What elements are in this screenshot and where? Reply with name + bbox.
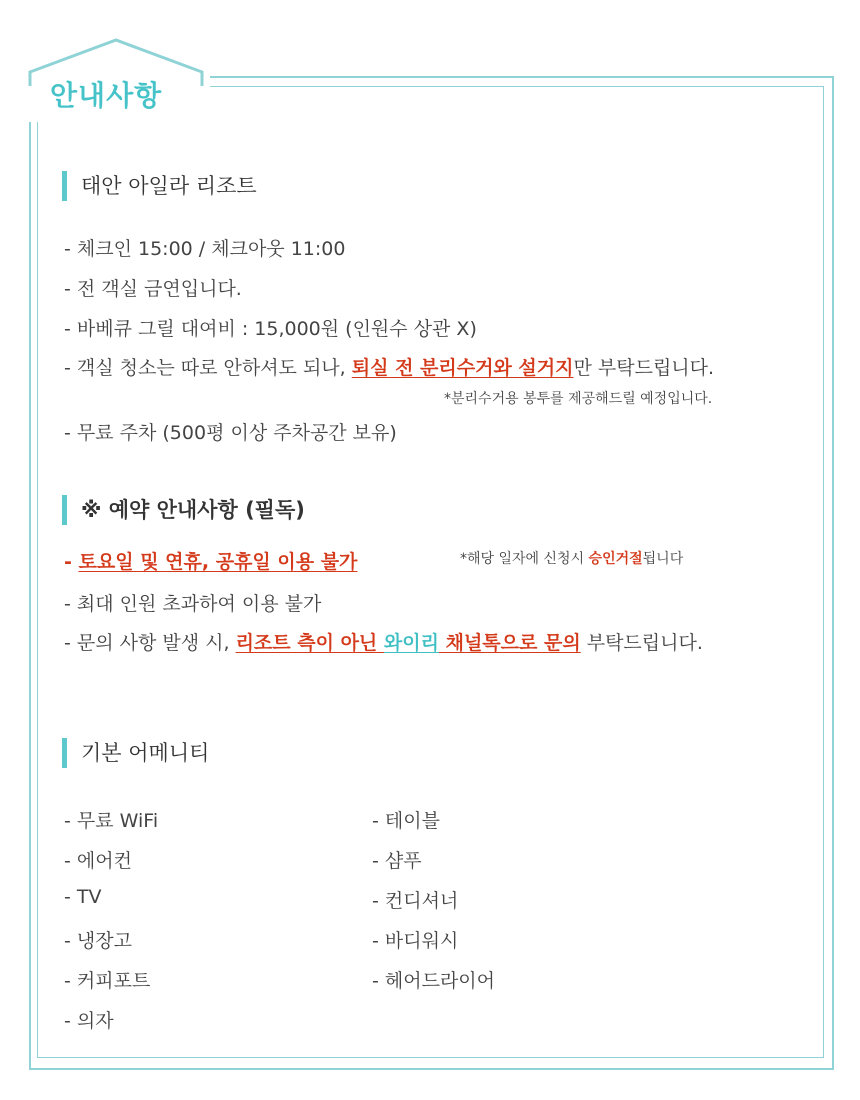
section-title-resort: 태안 아일라 리조트 (62, 171, 257, 201)
cleaning-text-b: 만 부탁드립니다. (573, 357, 715, 379)
amenity-item: - 테이블 (372, 810, 440, 832)
weekend-line (64, 547, 357, 574)
cleaning-text-a: - 객실 청소는 따로 안하셔도 되나, (64, 357, 352, 379)
amenity-item: - 무료 WiFi (64, 810, 159, 832)
nonsmoking-line: - 전 객실 금연입니다. (64, 278, 242, 300)
amenity-item: - TV (64, 886, 102, 908)
checkin-line: - 체크인 15:00 / 체크아웃 11:00 (64, 238, 346, 260)
inquiry-highlight-brand: 와이리 (383, 632, 439, 654)
inquiry-highlight-1: 리조트 측이 아닌 (235, 632, 384, 654)
amenity-item: - 의자 (64, 1010, 114, 1032)
weekend-highlight: 토요일 및 연휴, 공휴일 이용 불가 (78, 551, 358, 573)
weekend-note-a: *해당 일자에 신청시 (460, 551, 589, 567)
amenity-item: - 에어컨 (64, 850, 132, 872)
weekend-dash: - (64, 551, 79, 573)
amenity-item: - 컨디셔너 (372, 890, 459, 912)
amenity-item: - 샴푸 (372, 850, 422, 872)
amenity-item: - 냉장고 (64, 930, 132, 952)
section-title-reservation: ※ 예약 안내사항 (필독) (62, 495, 305, 525)
weekend-note (460, 548, 683, 568)
amenity-item: - 커피포트 (64, 970, 151, 992)
section-title-amenities: 기본 어메니티 (62, 738, 209, 768)
bbq-line: - 바베큐 그릴 대여비 : 15,000원 (인원수 상관 X) (64, 318, 477, 340)
cleaning-highlight: 퇴실 전 분리수거와 설거지 (351, 357, 574, 379)
cleaning-line (64, 353, 714, 380)
inquiry-highlight-2: 채널톡으로 문의 (438, 632, 581, 654)
recycle-bag-note: *분리수거용 봉투를 제공해드릴 예정입니다. (444, 391, 713, 407)
amenity-item: - 헤어드라이어 (372, 970, 496, 992)
inquiry-line (64, 628, 703, 655)
inquiry-text-b: 부탁드립니다. (580, 632, 703, 654)
inquiry-text-a: - 문의 사항 발생 시, (64, 632, 236, 654)
weekend-note-b: 됩니다 (642, 551, 684, 567)
parking-line: - 무료 주차 (500평 이상 주차공간 보유) (64, 422, 397, 444)
amenity-item: - 바디워시 (372, 930, 459, 952)
max-guests-line: - 최대 인원 초과하여 이용 불가 (64, 593, 322, 615)
page-title: 안내사항 (50, 79, 163, 112)
weekend-note-highlight: 승인거절 (588, 551, 643, 567)
